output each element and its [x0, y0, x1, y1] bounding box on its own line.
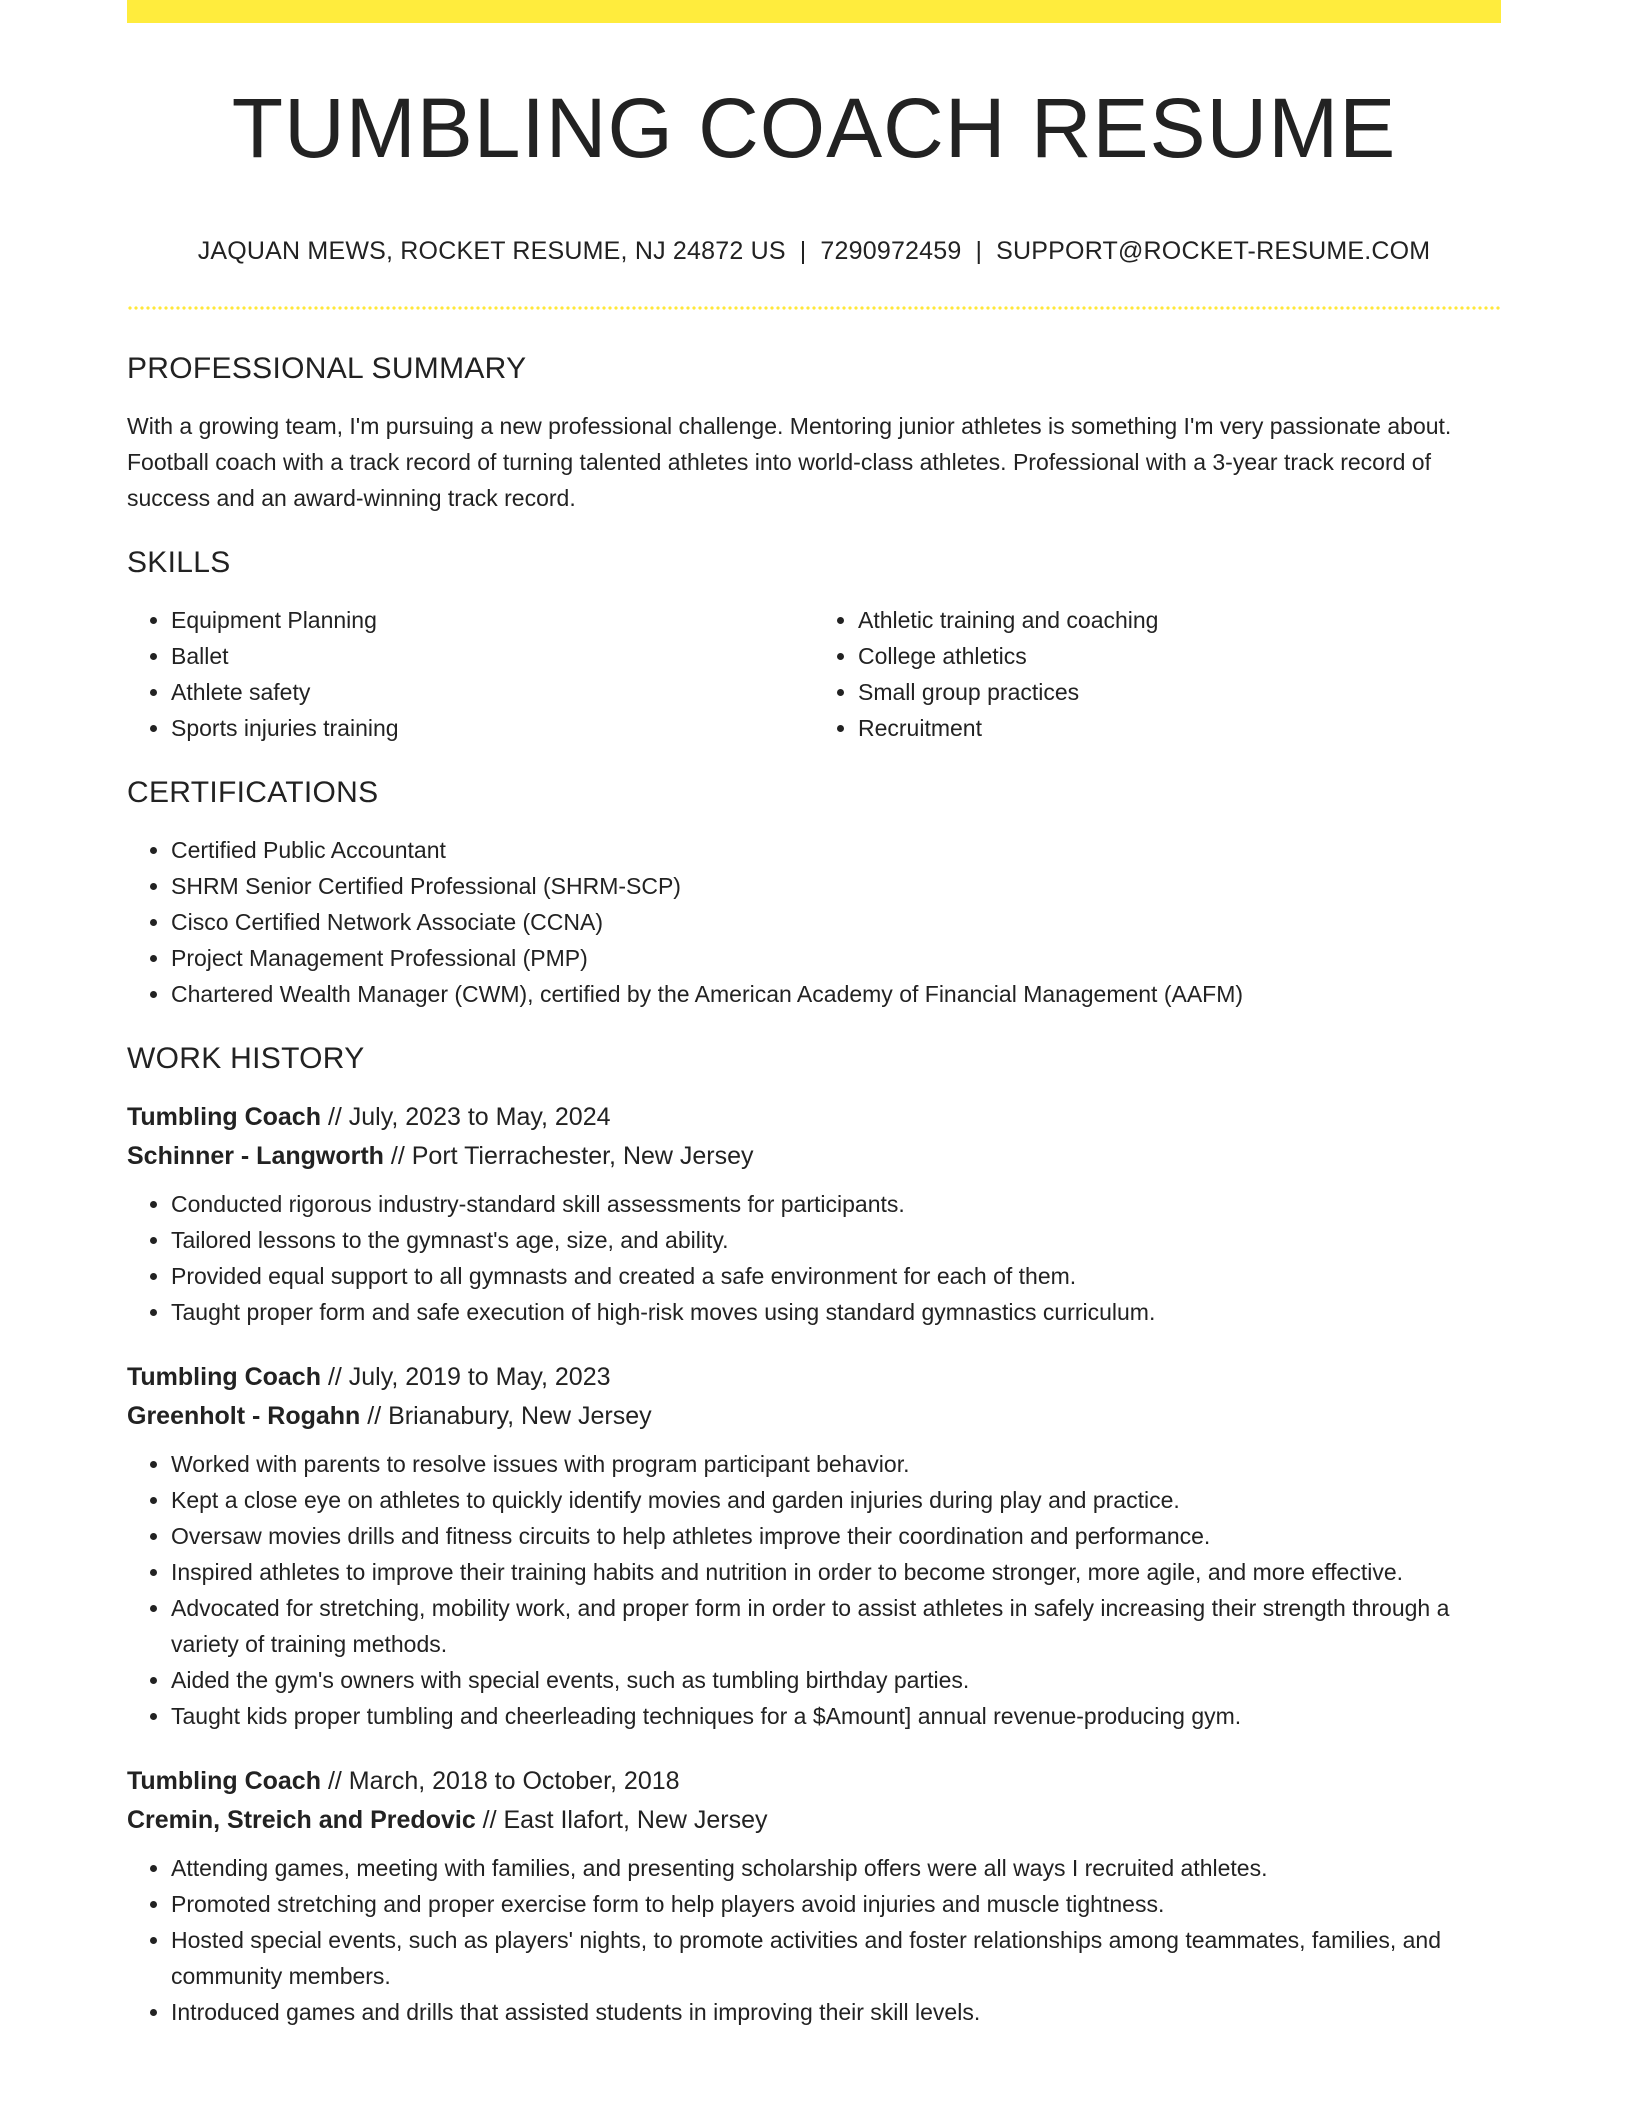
job-bullet: • Inspired athletes to improve their training habits and nutrition in order to become stronger, more agile, and more effective. — [171, 1554, 1501, 1590]
section-heading: CERTIFICATIONS — [127, 776, 379, 809]
job-dates: // March, 2018 to October, 2018 — [327, 1767, 680, 1795]
job-dates: // July, 2019 to May, 2023 — [327, 1363, 611, 1391]
job-entry — [127, 1762, 1501, 2030]
job-bullet: • Taught kids proper tumbling and cheerleading techniques for a $Amount] annual revenue-producing gym. — [171, 1698, 1501, 1734]
contact-email: SUPPORT@ROCKET-RESUME.COM — [996, 237, 1431, 265]
job-title-line — [127, 1098, 1501, 1137]
skills-section — [127, 546, 1501, 746]
job-title: Tumbling Coach — [127, 1103, 321, 1131]
certification-item: • Chartered Wealth Manager (CWM), certified by the American Academy of Financial Management (AAFM) — [171, 976, 1501, 1012]
job-location: // East Ilafort, New Jersey — [482, 1806, 768, 1834]
accent-top-bar — [127, 0, 1501, 23]
job-bullet: • Worked with parents to resolve issues with program participant behavior. — [171, 1446, 1501, 1482]
work-history-section — [127, 1042, 1501, 2030]
job-bullets — [127, 1850, 1501, 2030]
job-bullet: • Oversaw movies drills and fitness circuits to help athletes improve their coordination and performance. — [171, 1518, 1501, 1554]
skills-list-left — [127, 602, 814, 746]
resume-body — [127, 352, 1501, 2058]
skill-item: • Athlete safety — [171, 674, 814, 710]
job-company-line — [127, 1801, 1501, 1840]
certification-item: • SHRM Senior Certified Professional (SHRM-SCP) — [171, 868, 1501, 904]
job-bullet: • Hosted special events, such as players' nights, to promote activities and foster relationships among teammates, families, and community members. — [171, 1922, 1501, 1994]
job-bullet: • Introduced games and drills that assisted students in improving their skill levels. — [171, 1994, 1501, 2030]
job-bullets — [127, 1186, 1501, 1330]
skill-item: • Athletic training and coaching — [858, 602, 1501, 638]
job-bullet: • Conducted rigorous industry-standard skill assessments for participants. — [171, 1186, 1501, 1222]
job-location: // Port Tierrachester, New Jersey — [390, 1142, 754, 1170]
job-location: // Brianabury, New Jersey — [367, 1402, 652, 1430]
summary-text: With a growing team, I'm pursuing a new professional challenge. Mentoring junior athletes is something I'm very passionate about. Football coach with a track record of turning talented athletes into world-class athletes. Professional with a 3-year track record of success and an award-winning track record. — [127, 413, 1452, 511]
contact-address: JAQUAN MEWS, ROCKET RESUME, NJ 24872 US — [197, 237, 786, 265]
job-company: Greenholt - Rogahn — [127, 1402, 361, 1430]
job-bullets — [127, 1446, 1501, 1734]
contact-line — [127, 237, 1501, 266]
job-title-line — [127, 1762, 1501, 1801]
job-company: Schinner - Langworth — [127, 1142, 384, 1170]
contact-separator: | — [799, 237, 807, 265]
contact-phone: 7290972459 — [820, 237, 962, 265]
certification-item: • Project Management Professional (PMP) — [171, 940, 1501, 976]
section-heading: PROFESSIONAL SUMMARY — [127, 352, 527, 385]
job-bullet: • Aided the gym's owners with special events, such as tumbling birthday parties. — [171, 1662, 1501, 1698]
job-company: Cremin, Streich and Predovic — [127, 1806, 476, 1834]
job-bullet: • Attending games, meeting with families, and presenting scholarship offers were all ways I recruited athletes. — [171, 1850, 1501, 1886]
dotted-divider — [127, 306, 1501, 310]
certifications-list — [127, 832, 1501, 1012]
certifications-section — [127, 776, 1501, 1012]
skill-item: • College athletics — [858, 638, 1501, 674]
job-bullet: • Tailored lessons to the gymnast's age, size, and ability. — [171, 1222, 1501, 1258]
section-heading: SKILLS — [127, 546, 231, 579]
job-bullet: • Kept a close eye on athletes to quickly identify movies and garden injuries during play and practice. — [171, 1482, 1501, 1518]
job-bullet: • Promoted stretching and proper exercise form to help players avoid injuries and muscle tightness. — [171, 1886, 1501, 1922]
certification-item: • Cisco Certified Network Associate (CCNA) — [171, 904, 1501, 940]
job-title: Tumbling Coach — [127, 1363, 321, 1391]
job-title-line — [127, 1358, 1501, 1397]
certification-item: • Certified Public Accountant — [171, 832, 1501, 868]
job-dates: // July, 2023 to May, 2024 — [327, 1103, 611, 1131]
skill-item: • Small group practices — [858, 674, 1501, 710]
job-bullet: • Advocated for stretching, mobility work, and proper form in order to assist athletes in safely increasing their strength through a variety of training methods. — [171, 1590, 1501, 1662]
job-title: Tumbling Coach — [127, 1767, 321, 1795]
job-bullet: • Taught proper form and safe execution of high-risk moves using standard gymnastics curriculum. — [171, 1294, 1501, 1330]
job-company-line — [127, 1137, 1501, 1176]
skill-item: • Ballet — [171, 638, 814, 674]
job-entry — [127, 1098, 1501, 1330]
job-bullet: • Provided equal support to all gymnasts and created a safe environment for each of them. — [171, 1258, 1501, 1294]
job-company-line — [127, 1397, 1501, 1436]
job-entry — [127, 1358, 1501, 1734]
skill-item: • Equipment Planning — [171, 602, 814, 638]
section-heading: WORK HISTORY — [127, 1042, 365, 1075]
contact-separator: | — [975, 237, 983, 265]
page-title: TUMBLING COACH RESUME — [231, 81, 1397, 175]
skills-list-right — [814, 602, 1501, 746]
summary-section — [127, 352, 1501, 516]
skill-item: • Recruitment — [858, 710, 1501, 746]
skill-item: • Sports injuries training — [171, 710, 814, 746]
